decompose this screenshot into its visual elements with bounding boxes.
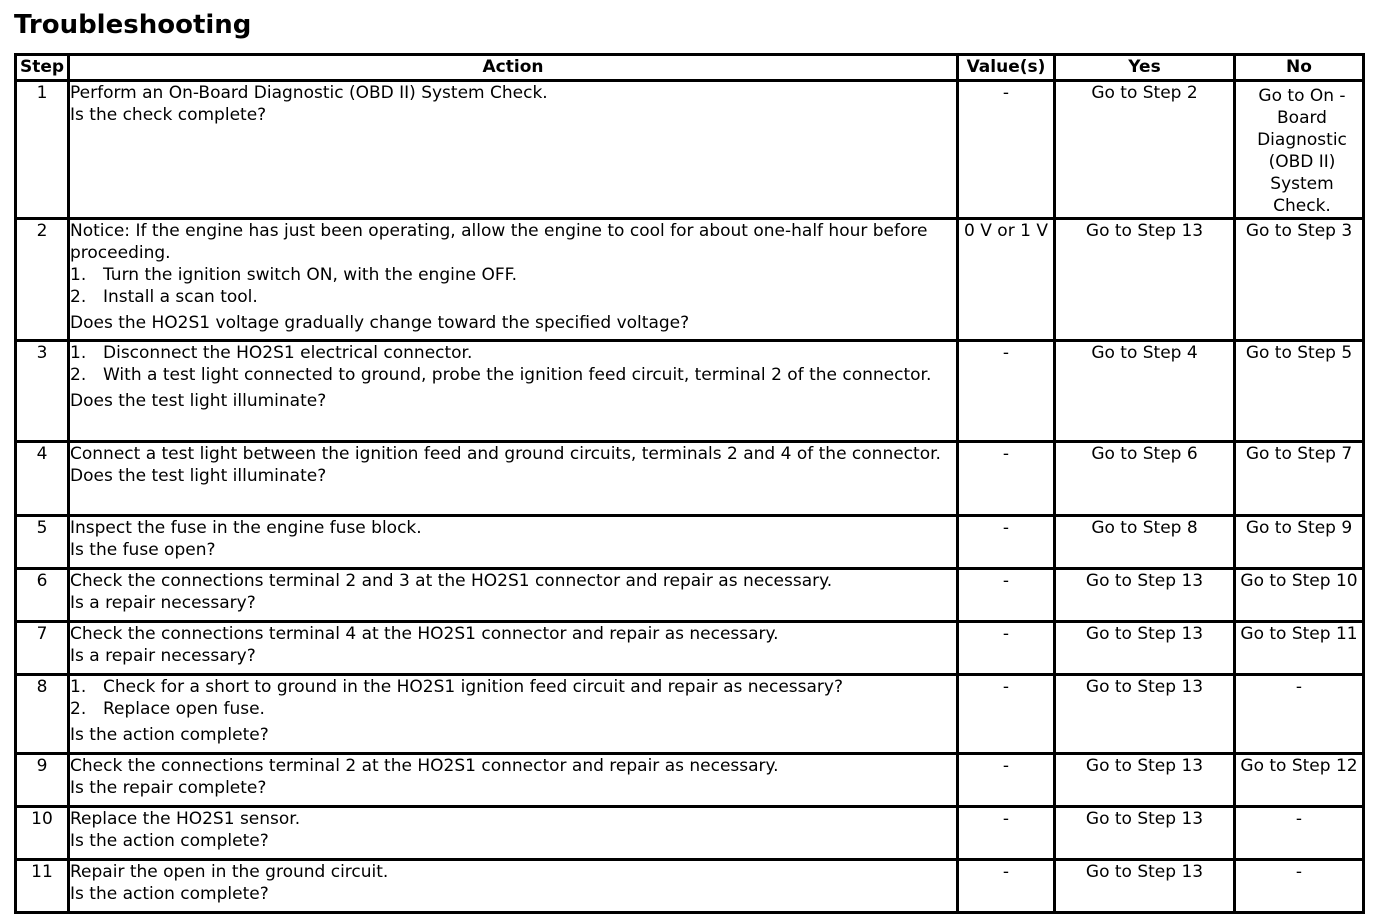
action-cell [69, 807, 958, 860]
action-list-item [70, 364, 956, 386]
step-cell: 9 [16, 754, 69, 807]
table-row [16, 860, 1364, 913]
table-row [16, 807, 1364, 860]
header-yes: Yes [1055, 55, 1235, 81]
step-cell: 6 [16, 569, 69, 622]
action-question: Does the HO2S1 voltage gradually change toward the specified voltage? [70, 313, 690, 333]
value-cell: - [958, 516, 1055, 569]
no-cell: Go to Step 9 [1235, 516, 1364, 569]
action-text: Notice: If the engine has just been operating, allow the engine to cool for about one-half hour before proceeding. [70, 221, 928, 263]
yes-cell: Go to Step 2 [1055, 81, 1235, 219]
action-cell [69, 569, 958, 622]
action-list-item [70, 698, 956, 720]
list-number: 2. [70, 365, 87, 385]
yes-cell: Go to Step 13 [1055, 219, 1235, 341]
header-no: No [1235, 55, 1364, 81]
action-question: Does the test light illuminate? [70, 391, 327, 411]
value-cell: - [958, 807, 1055, 860]
list-number: 1. [70, 677, 87, 697]
list-number: 1. [70, 343, 87, 363]
yes-cell: Go to Step 13 [1055, 622, 1235, 675]
yes-cell: Go to Step 6 [1055, 442, 1235, 516]
list-number: 2. [70, 699, 87, 719]
list-item-text: Install a scan tool. [103, 287, 258, 307]
step-cell: 8 [16, 675, 69, 754]
yes-cell: Go to Step 4 [1055, 341, 1235, 442]
list-number: 2. [70, 287, 87, 307]
value-cell: 0 V or 1 V [958, 219, 1055, 341]
action-cell [69, 442, 958, 516]
action-question: Is the action complete? [70, 725, 269, 745]
action-list-item [70, 342, 956, 364]
header-action: Action [69, 55, 958, 81]
value-cell: - [958, 569, 1055, 622]
yes-cell: Go to Step 13 [1055, 569, 1235, 622]
action-text: Check the connections terminal 2 and 3 at the HO2S1 connector and repair as necessary. [70, 571, 833, 591]
value-cell: - [958, 81, 1055, 219]
value-cell: - [958, 622, 1055, 675]
no-cell: - [1235, 807, 1364, 860]
no-cell: - [1235, 675, 1364, 754]
action-cell [69, 622, 958, 675]
no-cell: Go to On -Board Diagnostic (OBD II) System Check. [1235, 81, 1364, 219]
yes-cell: Go to Step 8 [1055, 516, 1235, 569]
action-text: Connect a test light between the ignition feed and ground circuits, terminals 2 and 4 of the connector. [70, 444, 941, 464]
no-cell: Go to Step 3 [1235, 219, 1364, 341]
header-step: Step [16, 55, 69, 81]
list-item-text: Replace open fuse. [103, 699, 265, 719]
list-number: 1. [70, 265, 87, 285]
no-cell: Go to Step 12 [1235, 754, 1364, 807]
action-cell [69, 860, 958, 913]
step-cell: 11 [16, 860, 69, 913]
action-cell [69, 675, 958, 754]
step-cell: 4 [16, 442, 69, 516]
action-text: Replace the HO2S1 sensor. [70, 809, 301, 829]
no-cell: Go to Step 11 [1235, 622, 1364, 675]
action-text: Is the action complete? [70, 884, 269, 904]
value-cell: - [958, 860, 1055, 913]
yes-cell: Go to Step 13 [1055, 754, 1235, 807]
action-cell [69, 341, 958, 442]
action-text: Is the fuse open? [70, 540, 216, 560]
header-values: Value(s) [958, 55, 1055, 81]
step-cell: 7 [16, 622, 69, 675]
value-cell: - [958, 675, 1055, 754]
no-cell: Go to Step 10 [1235, 569, 1364, 622]
yes-cell: Go to Step 13 [1055, 860, 1235, 913]
table-row [16, 569, 1364, 622]
page-title: Troubleshooting [14, 10, 252, 40]
action-list-item [70, 676, 956, 698]
step-cell: 3 [16, 341, 69, 442]
action-cell [69, 754, 958, 807]
value-cell: - [958, 442, 1055, 516]
table-row [16, 516, 1364, 569]
step-cell: 1 [16, 81, 69, 219]
action-text: Is the action complete? [70, 831, 269, 851]
action-list-item [70, 286, 956, 308]
action-list-item [70, 264, 956, 286]
list-item-text: With a test light connected to ground, probe the ignition feed circuit, terminal 2 of the connector. [103, 365, 932, 385]
action-text: Check the connections terminal 2 at the HO2S1 connector and repair as necessary. [70, 756, 779, 776]
step-cell: 5 [16, 516, 69, 569]
table-row [16, 675, 1364, 754]
value-cell: - [958, 754, 1055, 807]
action-text: Is a repair necessary? [70, 646, 256, 666]
action-text: Repair the open in the ground circuit. [70, 862, 389, 882]
no-cell: Go to Step 7 [1235, 442, 1364, 516]
list-item-text: Turn the ignition switch ON, with the engine OFF. [103, 265, 518, 285]
table-row [16, 442, 1364, 516]
troubleshooting-table [14, 53, 1365, 914]
yes-cell: Go to Step 13 [1055, 675, 1235, 754]
list-item-text: Disconnect the HO2S1 electrical connector. [103, 343, 473, 363]
action-text: Is the check complete? [70, 105, 267, 125]
action-text: Is a repair necessary? [70, 593, 256, 613]
table-row [16, 754, 1364, 807]
value-cell: - [958, 341, 1055, 442]
list-item-text: Check for a short to ground in the HO2S1 ignition feed circuit and repair as necessary? [103, 677, 843, 697]
action-cell [69, 516, 958, 569]
header-row [16, 55, 1364, 81]
step-cell: 10 [16, 807, 69, 860]
no-cell: Go to Step 5 [1235, 341, 1364, 442]
table-row [16, 622, 1364, 675]
yes-cell: Go to Step 13 [1055, 807, 1235, 860]
no-cell: - [1235, 860, 1364, 913]
action-text: Check the connections terminal 4 at the HO2S1 connector and repair as necessary. [70, 624, 779, 644]
action-text: Is the repair complete? [70, 778, 267, 798]
action-text: Perform an On-Board Diagnostic (OBD II) System Check. [70, 83, 548, 103]
action-text: Inspect the fuse in the engine fuse block. [70, 518, 422, 538]
table-row [16, 81, 1364, 219]
step-cell: 2 [16, 219, 69, 341]
action-cell [69, 81, 958, 219]
table-row [16, 341, 1364, 442]
table-row [16, 219, 1364, 341]
action-text: Does the test light illuminate? [70, 466, 327, 486]
action-cell [69, 219, 958, 341]
